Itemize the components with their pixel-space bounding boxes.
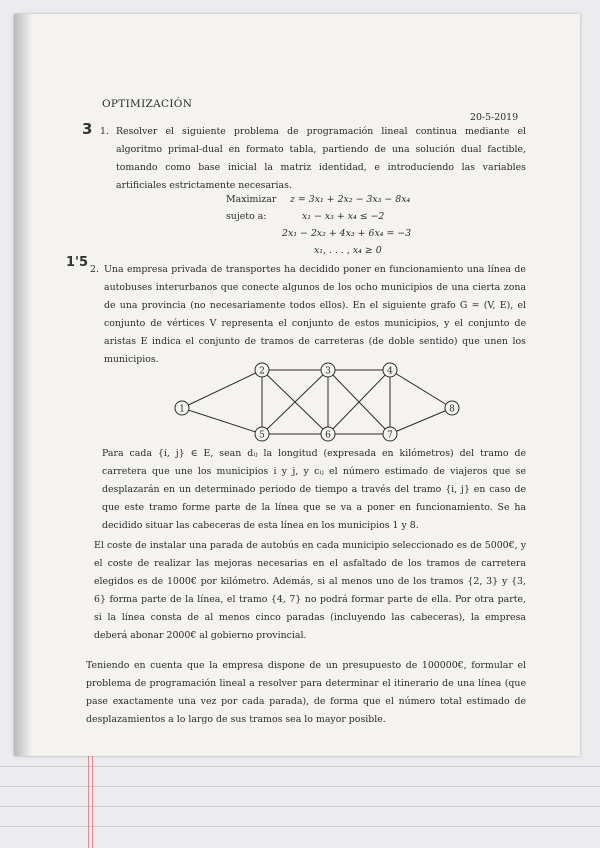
problem2-intro: Una empresa privada de transportes ha decidido poner en funcionamiento una línea de autobuses interurbanos que conecte algunos de los ocho municipios de una cierta zona de una provincia (no necesariamente todos ellos). En el siguiente grafo G = (V, E), el conjunto de vértices V representa el conjunto de estos municipios, y el conjunto de aristas E indica el conjunto de tramos de carreteras (de doble sentido) que unen los municipios. xyxy=(104,264,526,365)
subject-to-label: sujeto a: xyxy=(226,211,267,222)
graph-node-label-3: 3 xyxy=(325,366,331,377)
municipality-graph xyxy=(174,362,494,446)
graph-node-label-1: 1 xyxy=(179,404,185,415)
graph-node-label-5: 5 xyxy=(259,430,265,441)
graph-node-label-7: 7 xyxy=(387,430,393,441)
problem2-paragraph-2: El coste de instalar una parada de autobús en cada municipio seleccionado es de 5000€, y el coste de realizar las mejoras necesarias en el asfaltado de los tramos de carretera elegidos es de 1000€ por kilómetro. Además, si al menos uno de los tramos {2, 3} y {3, 6} forma parte de la línea, el tramo {4, 7} no podrá formar parte de ella. Por otra parte, si la línea consta de al menos cinco paradas (incluyendo las cabeceras), la empresa deberá abonar 2000€ al gobierno provincial. xyxy=(94,540,526,641)
graph-node-label-8: 8 xyxy=(449,404,455,415)
problem2-paragraph-3: Teniendo en cuenta que la empresa dispone de un presupuesto de 100000€, formular el problema de programación lineal a resolver para determinar el itinerario de una línea (que pase exactamente una vez por cada parada), de forma que el número total estimado de desplazamientos a lo largo de sus tramos sea lo mayor posible. xyxy=(86,660,526,725)
graph-edge-4-8 xyxy=(390,370,452,408)
handwritten-score-1: 3 xyxy=(82,120,93,138)
problem2-number: 2. xyxy=(90,264,99,275)
constraint-1: x₁ − x₃ + x₄ ≤ −2 xyxy=(302,211,385,222)
graph-node-label-6: 6 xyxy=(325,430,331,441)
maximize-label: Maximizar xyxy=(226,194,277,205)
constraint-nonnegativity: x₁, . . . , x₄ ≥ 0 xyxy=(314,245,382,256)
objective-function: z = 3x₁ + 2x₂ − 3x₃ − 8x₄ xyxy=(290,194,411,205)
graph-edge-7-8 xyxy=(390,408,452,434)
notebook-margin-line xyxy=(92,752,93,848)
exam-sheet xyxy=(14,14,580,756)
notebook-rule xyxy=(0,806,600,807)
graph-node-label-2: 2 xyxy=(259,366,265,377)
graph-edge-1-2 xyxy=(182,370,262,408)
handwritten-score-2: 1'5 xyxy=(66,255,89,270)
notebook-rule xyxy=(0,766,600,767)
graph-node-label-4: 4 xyxy=(387,366,393,377)
constraint-2: 2x₁ − 2x₂ + 4x₃ + 6x₄ = −3 xyxy=(282,228,412,239)
notebook-rule xyxy=(0,786,600,787)
page-title: OPTIMIZACIÓN xyxy=(102,98,193,110)
problem2-paragraph-1: Para cada {i, j} ∈ E, sean dᵢⱼ la longitud (expresada en kilómetros) del tramo de carretera que une los municipios i y j, y cᵢⱼ el número estimado de viajeros que se desplazarán en un determinado periodo de tiempo a través del tramo {i, j} en caso de que este tramo forme parte de la línea que se va a poner en funcionamiento. Se ha decidido situar las cabeceras de esta línea en los municipios 1 y 8. xyxy=(102,448,526,531)
notebook-rule xyxy=(0,826,600,827)
notebook-margin-line xyxy=(88,752,89,848)
graph-edge-1-5 xyxy=(182,408,262,434)
problem1-number: 1. xyxy=(100,126,109,137)
page-shadow xyxy=(14,14,32,756)
exam-date: 20-5-2019 xyxy=(470,112,519,123)
problem1-text: Resolver el siguiente problema de programación lineal continua mediante el algoritmo primal-dual en formato tabla, partiendo de una solución dual factible, tomando como base inicial la matriz identidad, e introduciendo las variables artificiales estrictamente necesarias. xyxy=(116,126,526,191)
